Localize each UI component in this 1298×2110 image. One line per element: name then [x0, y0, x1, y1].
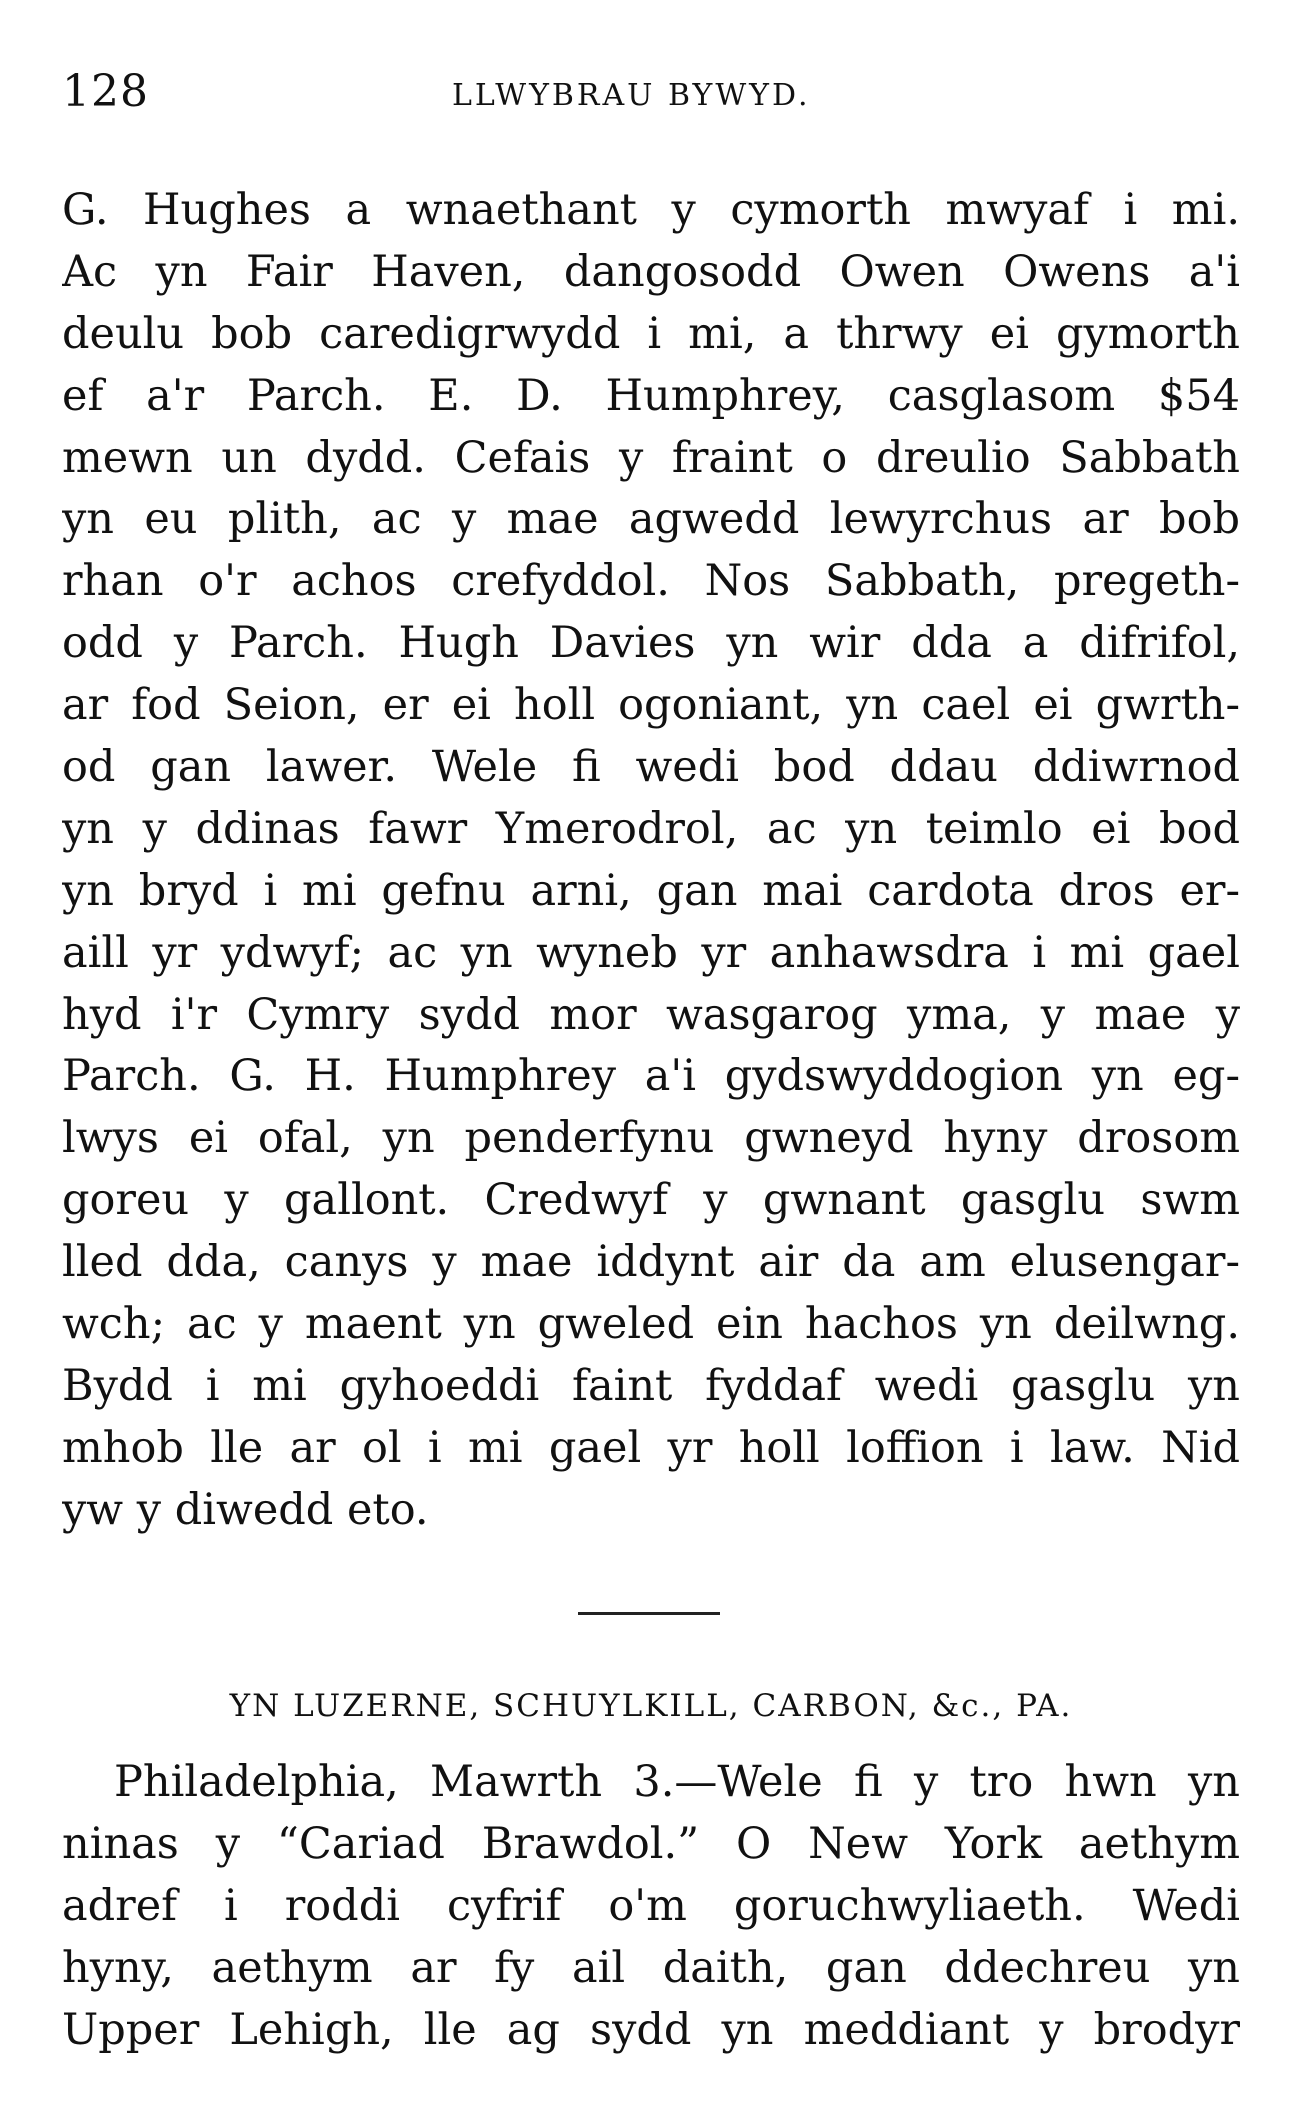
text-line: od gan lawer. Wele fi wedi bod ddau ddiwrnod — [62, 742, 1240, 793]
text-line: adref i roddi cyfrif o'm goruchwyliaeth. Wedi — [62, 1880, 1240, 1931]
text-line: yn bryd i mi gefnu arni, gan mai cardota dros er- — [62, 865, 1240, 916]
text-line: yn eu plith, ac y mae agwedd lewyrchus ar bob — [62, 494, 1240, 545]
text-line: ar fod Seion, er ei holl ogoniant, yn cael ei gwrth- — [62, 680, 1240, 731]
running-head: LLWYBRAU BYWYD. — [452, 78, 811, 113]
text-line: wch; ac y maent yn gweled ein hachos yn deilwng. — [62, 1299, 1240, 1350]
text-line: lwys ei ofal, yn penderfynu gwneyd hyny drosom — [62, 1113, 1240, 1164]
text-line: ef a'r Parch. E. D. Humphrey, casglasom $54 — [62, 370, 1240, 421]
text-line: yw y diwedd eto. — [62, 1484, 429, 1535]
text-line: ninas y “Cariad Brawdol.” O New York aethym — [62, 1818, 1240, 1869]
text-line: Ac yn Fair Haven, dangosodd Owen Owens a'i — [62, 246, 1240, 297]
page-number: 128 — [62, 66, 149, 117]
text-line: hyd i'r Cymry sydd mor wasgarog yma, y mae y — [62, 989, 1240, 1040]
text-line: lled dda, canys y mae iddynt air da am elusengar- — [62, 1237, 1240, 1288]
paragraph-continued — [62, 180, 1240, 1542]
section-divider — [578, 1612, 720, 1615]
text-line: Parch. G. H. Humphrey a'i gydswyddogion yn eg- — [62, 1051, 1240, 1102]
text-line: Upper Lehigh, lle ag sydd yn meddiant y brodyr — [62, 2004, 1240, 2055]
text-line: Philadelphia, Mawrth 3.—Wele fi y tro hwn yn — [114, 1757, 1240, 1807]
text-line: rhan o'r achos crefyddol. Nos Sabbath, pregeth- — [62, 556, 1240, 607]
text-line: odd y Parch. Hugh Davies yn wir dda a difrifol, — [62, 618, 1240, 669]
text-line: hyny, aethym ar fy ail daith, gan ddechreu yn — [62, 1942, 1240, 1993]
text-line: goreu y gallont. Credwyf y gwnant gasglu swm — [62, 1175, 1240, 1226]
paragraph-philadelphia — [62, 1752, 1240, 2061]
text-line: mhob lle ar ol i mi gael yr holl loffion i law. Nid — [62, 1422, 1240, 1473]
section-heading: YN LUZERNE, SCHUYLKILL, CARBON, &c., PA. — [229, 1688, 1073, 1724]
text-line: deulu bob caredigrwydd i mi, a thrwy ei gymorth — [62, 308, 1240, 359]
page-header — [62, 62, 1242, 122]
text-line: yn y ddinas fawr Ymerodrol, ac yn teimlo ei bod — [62, 803, 1240, 854]
text-line: G. Hughes a wnaethant y cymorth mwyaf i mi. — [62, 185, 1240, 235]
text-line: Bydd i mi gyhoeddi faint fyddaf wedi gasglu yn — [62, 1360, 1240, 1411]
text-line: mewn un dydd. Cefais y fraint o dreulio Sabbath — [62, 432, 1240, 483]
text-line: aill yr ydwyf; ac yn wyneb yr anhawsdra i mi gael — [62, 927, 1240, 978]
